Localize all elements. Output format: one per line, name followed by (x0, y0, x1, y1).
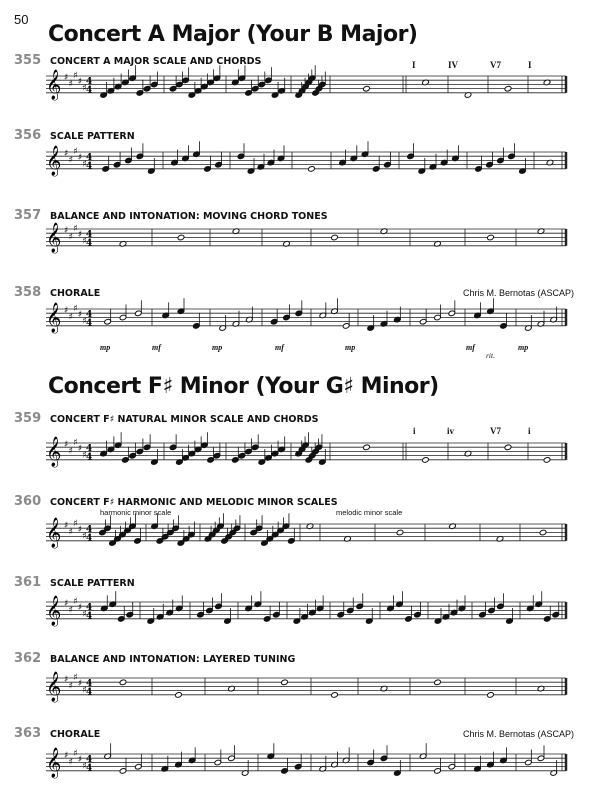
notehead (308, 166, 316, 173)
time-signature-icon: 4 (86, 755, 93, 765)
time-signature-icon: 4 (86, 310, 93, 320)
exercise-title: CONCERT F♯ NATURAL MINOR SCALE AND CHORDS (50, 414, 319, 425)
sharp-icon: ♯ (73, 303, 78, 314)
sharp-icon: ♯ (77, 77, 83, 88)
treble-clef-icon: 𝄞 (46, 748, 62, 778)
exercise-number: 361 (14, 575, 42, 590)
sharp-icon: ♯ (73, 672, 78, 683)
dynamic-marking: mp (345, 343, 356, 352)
notehead (396, 529, 404, 536)
treble-clef-icon: 𝄞 (46, 70, 62, 100)
sharp-icon: ♯ (82, 159, 87, 170)
sharp-icon: ♯ (77, 230, 83, 241)
sharp-icon: ♯ (82, 450, 87, 461)
time-signature-icon: 4 (86, 444, 93, 454)
sharp-icon: ♯ (82, 685, 87, 696)
notehead (175, 692, 183, 699)
treble-clef-icon: 𝄞 (46, 146, 62, 176)
exercise-title: SCALE PATTERN (50, 578, 135, 589)
dynamic-marking: mf (152, 343, 161, 352)
sharp-icon: ♯ (64, 521, 69, 531)
sharp-icon: ♯ (82, 236, 87, 247)
notehead (543, 457, 551, 464)
sharp-icon: ♯ (77, 310, 83, 321)
section-title-a-major: Concert A Major (Your B Major) (48, 22, 418, 47)
time-signature-icon: 4 (86, 452, 93, 463)
composer-credit: Chris M. Bernotas (ASCAP) (462, 288, 574, 298)
time-signature-icon: 4 (86, 230, 93, 240)
exercise-title: CHORALE (50, 729, 101, 740)
sharp-icon: ♯ (77, 755, 83, 766)
chord-label: i (413, 426, 416, 436)
sharp-icon: ♯ (68, 527, 73, 538)
notehead (363, 444, 371, 451)
exercise-number: 362 (14, 651, 42, 666)
time-signature-icon: 4 (86, 153, 93, 163)
exercise-number: 358 (14, 285, 42, 300)
sharp-icon: ♯ (68, 312, 73, 323)
exercise-title: CONCERT A MAJOR SCALE AND CHORDS (50, 56, 262, 67)
exercise-number: 359 (14, 411, 42, 426)
exercise-number: 355 (14, 53, 42, 68)
exercise-title: BALANCE AND INTONATION: LAYERED TUNING (50, 654, 296, 665)
exercise-title: CHORALE (50, 288, 101, 299)
sharp-icon: ♯ (77, 153, 83, 164)
chord-label: I (412, 60, 416, 70)
time-signature-icon: 4 (86, 687, 93, 698)
exercise-number: 360 (14, 494, 42, 509)
time-signature-icon: 4 (86, 161, 93, 172)
dynamic-marking: mp (518, 343, 529, 352)
notehead (331, 692, 339, 699)
time-signature-icon: 4 (86, 763, 93, 774)
sharp-icon: ♯ (68, 446, 73, 457)
sharp-icon: ♯ (64, 226, 69, 236)
exercise-title: SCALE PATTERN (50, 131, 135, 142)
sharp-icon: ♯ (73, 437, 78, 448)
treble-clef-icon: 𝄞 (46, 518, 62, 548)
sharp-icon: ♯ (82, 531, 87, 542)
sharp-icon: ♯ (82, 609, 87, 620)
sharp-icon: ♯ (73, 146, 78, 157)
treble-clef-icon: 𝄞 (46, 437, 62, 467)
sharp-icon: ♯ (64, 149, 69, 159)
time-signature-icon: 4 (86, 533, 93, 544)
treble-clef-icon: 𝄞 (46, 303, 62, 333)
notehead (119, 679, 127, 686)
dynamic-marking: mf (275, 343, 284, 352)
chord-label: V7 (490, 426, 501, 436)
sharp-icon: ♯ (73, 70, 78, 81)
sharp-icon: ♯ (68, 79, 73, 90)
time-signature-icon: 4 (86, 679, 93, 689)
chord-label: IV (448, 60, 459, 70)
sharp-icon: ♯ (77, 444, 83, 455)
sharp-icon: ♯ (73, 748, 78, 759)
composer-credit: Chris M. Bernotas (ASCAP) (462, 729, 574, 739)
sharp-icon: ♯ (82, 316, 87, 327)
ritardando-marking: rit. (486, 351, 495, 360)
notehead (363, 85, 371, 92)
exercise-number: 357 (14, 208, 42, 223)
sharp-icon: ♯ (73, 223, 78, 234)
sharp-icon: ♯ (64, 751, 69, 761)
time-signature-icon: 4 (86, 611, 93, 622)
harmonic-minor-label: harmonic minor scale (100, 508, 172, 517)
page-number: 50 (14, 12, 29, 27)
sharp-icon: ♯ (64, 306, 69, 316)
exercise-title: BALANCE AND INTONATION: MOVING CHORD TONES (50, 211, 328, 222)
notehead (504, 85, 512, 92)
time-signature-icon: 4 (86, 318, 93, 329)
chord-label: iv (447, 426, 455, 436)
sharp-icon: ♯ (77, 525, 83, 536)
notehead (331, 234, 339, 241)
sharp-icon: ♯ (68, 757, 73, 768)
time-signature-icon: 4 (86, 85, 93, 96)
notehead (539, 529, 547, 536)
melodic-minor-label: melodic minor scale (336, 508, 403, 517)
notehead (434, 679, 442, 686)
sharp-icon: ♯ (68, 155, 73, 166)
sharp-icon: ♯ (64, 599, 69, 609)
exercise-number: 356 (14, 128, 42, 143)
sharp-icon: ♯ (73, 596, 78, 607)
notehead (487, 692, 495, 699)
notehead (487, 234, 495, 241)
sharp-icon: ♯ (64, 73, 69, 83)
sharp-icon: ♯ (64, 675, 69, 685)
exercise-title: CONCERT F♯ HARMONIC AND MELODIC MINOR SCALES (50, 497, 338, 508)
sharp-icon: ♯ (77, 603, 83, 614)
sharp-icon: ♯ (73, 518, 78, 529)
treble-clef-icon: 𝄞 (46, 596, 62, 626)
exercise-number: 363 (14, 726, 42, 741)
notehead (177, 234, 185, 241)
treble-clef-icon: 𝄞 (46, 672, 62, 702)
sharp-icon: ♯ (82, 83, 87, 94)
section-title-fsharp-minor: Concert F♯ Minor (Your G♯ Minor) (48, 374, 439, 399)
time-signature-icon: 4 (86, 77, 93, 87)
sharp-icon: ♯ (68, 232, 73, 243)
sharp-icon: ♯ (64, 440, 69, 450)
sharp-icon: ♯ (82, 761, 87, 772)
dynamic-marking: mp (100, 343, 111, 352)
time-signature-icon: 4 (86, 603, 93, 613)
sharp-icon: ♯ (77, 679, 83, 690)
treble-clef-icon: 𝄞 (46, 223, 62, 253)
chord-label: I (528, 60, 532, 70)
sharp-icon: ♯ (68, 605, 73, 616)
notehead (422, 457, 430, 464)
chord-label: V7 (490, 60, 501, 70)
time-signature-icon: 4 (86, 238, 93, 249)
notehead (281, 679, 289, 686)
chord-label: i (528, 426, 531, 436)
dynamic-marking: mp (212, 343, 223, 352)
time-signature-icon: 4 (86, 525, 93, 535)
dynamic-marking: mf (466, 343, 475, 352)
sharp-icon: ♯ (68, 681, 73, 692)
notehead (504, 444, 512, 451)
